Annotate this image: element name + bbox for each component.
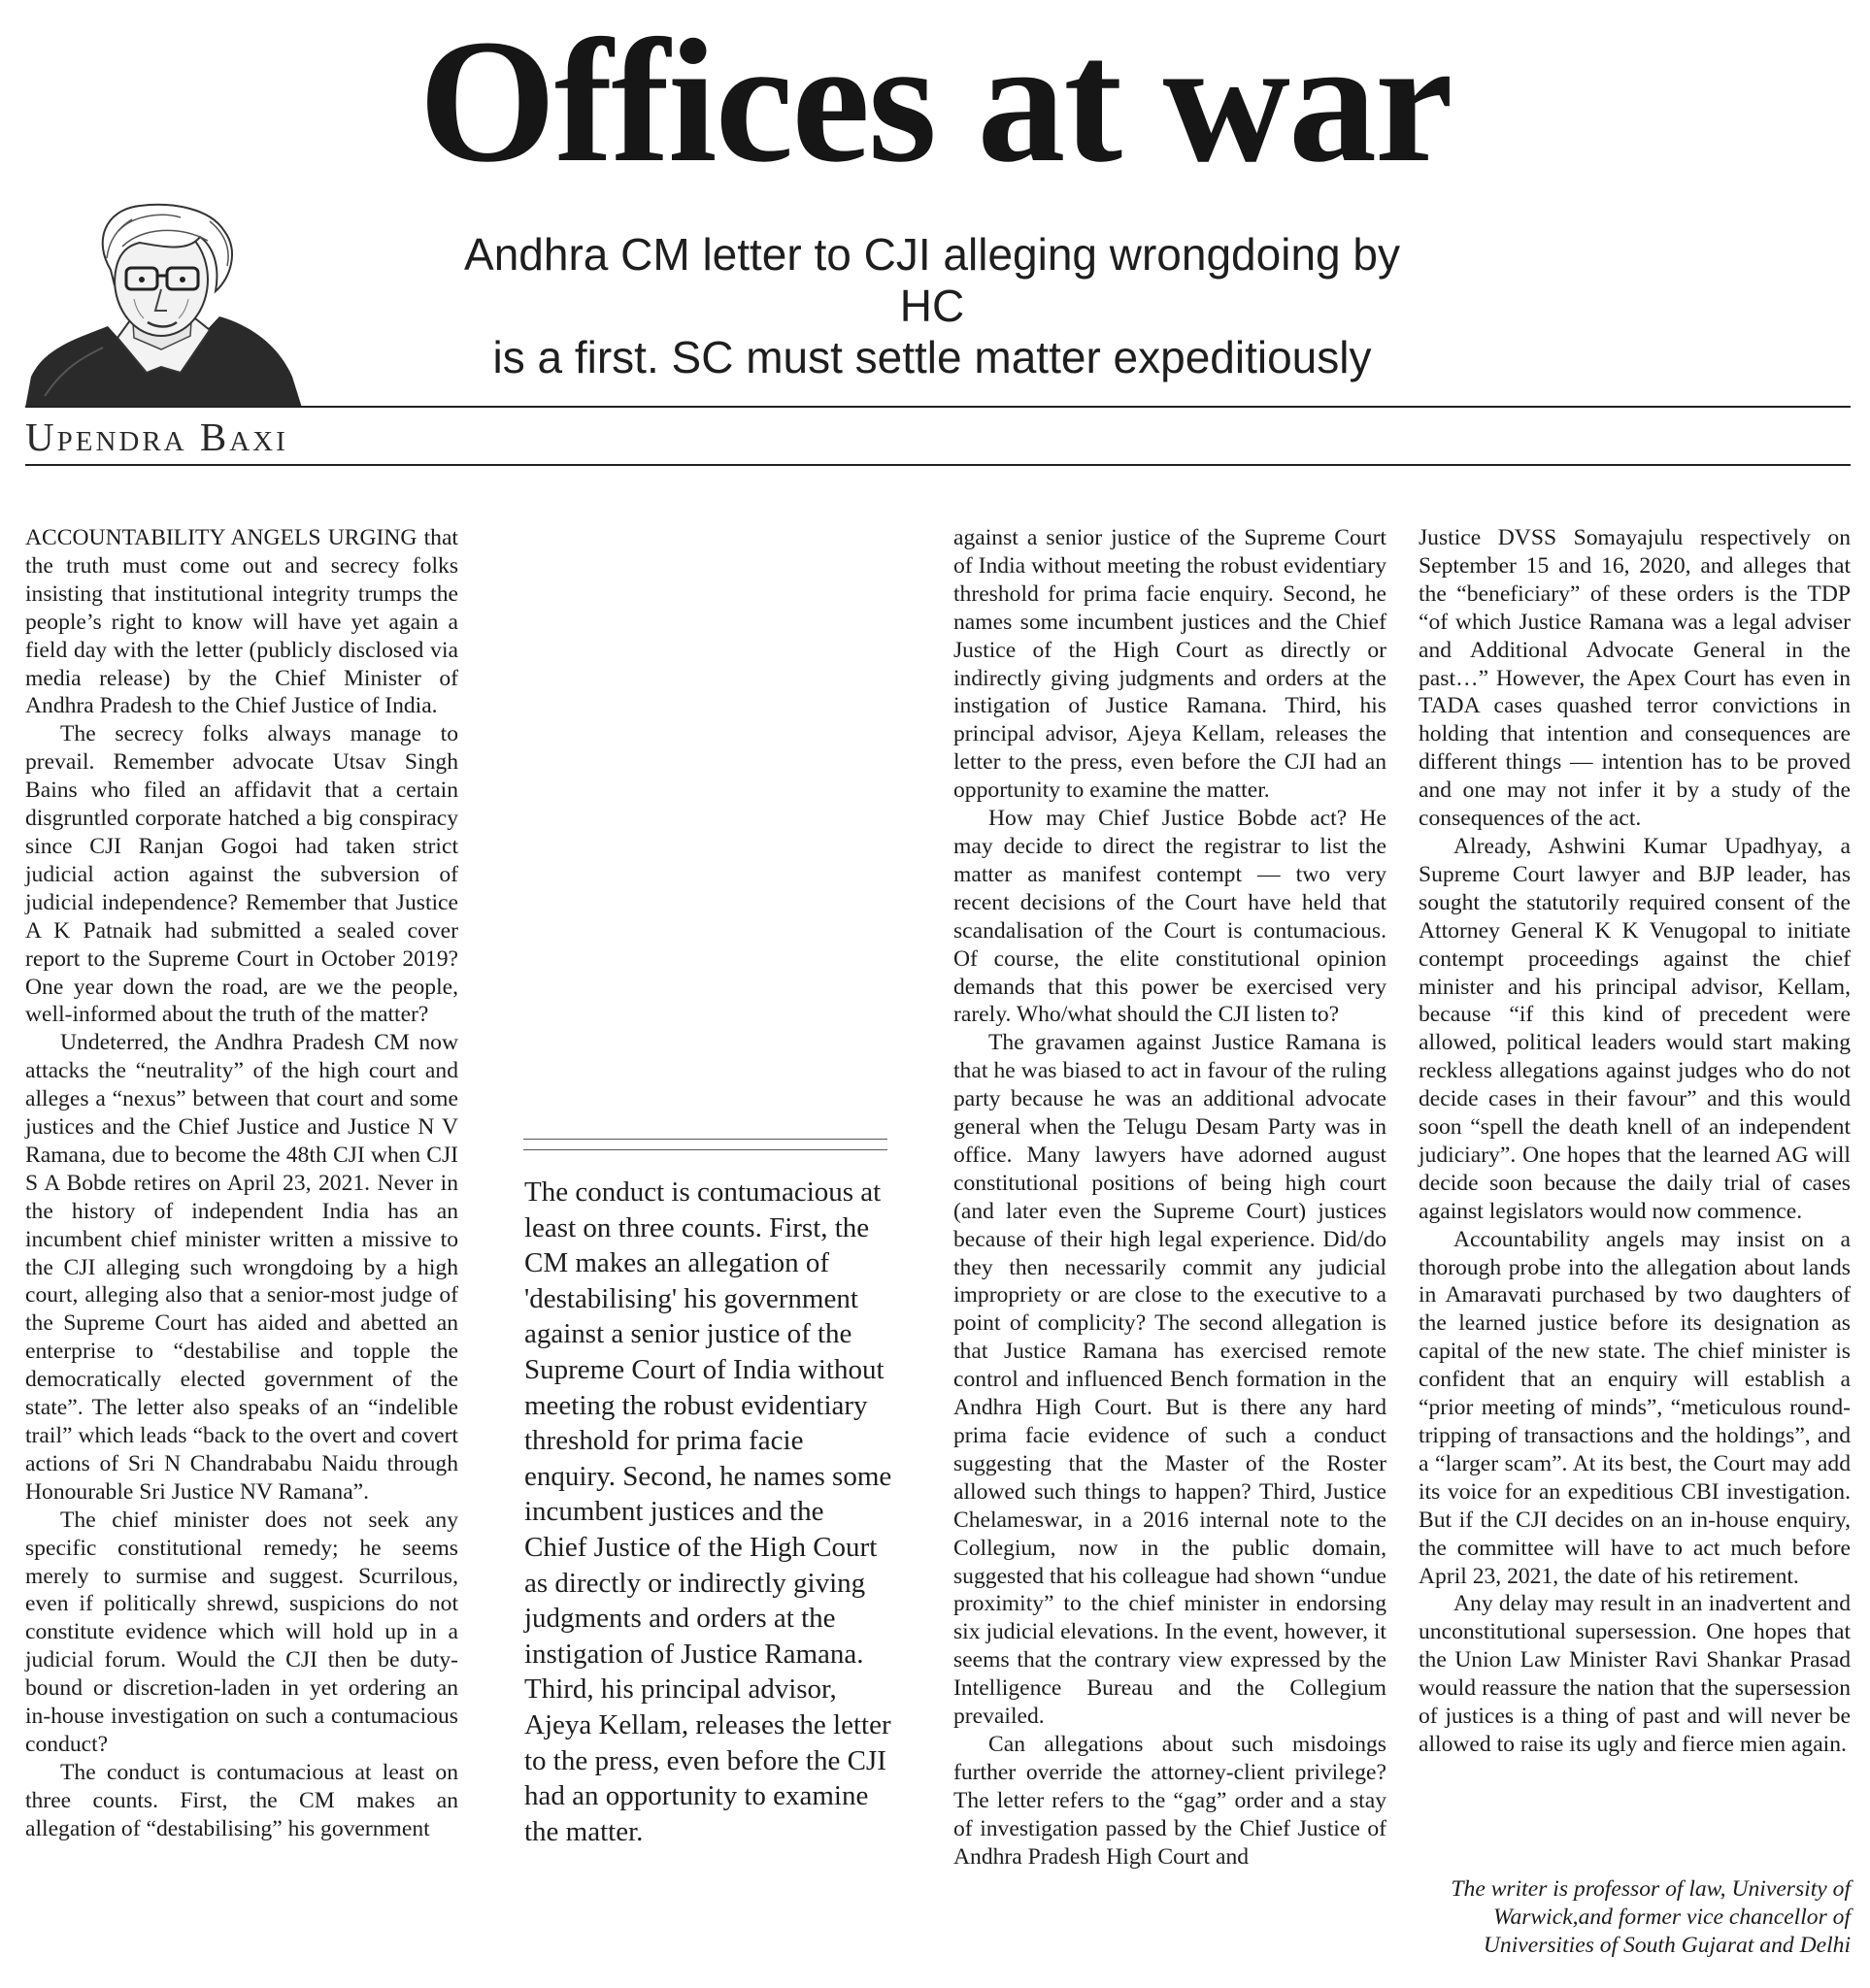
paragraph: against a senior justice of the Supreme Court of India without meeting the robust evidentiary threshold for prima facie enquiry. Second, he names some incumbent justices and the Chief Justice of the High Court as directly or indirectly giving judgments and orders at the instigation of Justice Ramana. Third, his principal advisor, Ajeya Kellam, releases the letter to the press, even before the CJI had an opportunity to examine the matter. — [953, 525, 1386, 804]
paragraph: Justice DVSS Somayajulu respectively on September 15 and 16, 2020, and alleges that the “beneficiary” of these orders is the TDP “of which Justice Ramana was a legal adviser and Additional Advocate General in the past…” However, the Apex Court has even in TADA cases quashed terror convictions in holding that intention and consequences are different things — intention has to be proved and one may not infer it by a study of the consequences of the act. — [1419, 525, 1851, 832]
paragraph: The gravamen against Justice Ramana is that he was biased to act in favour of the ruling party because he was an additional advocate general when the Telugu Desam Party was in office. Many lawyers have adorned august constitutional positions of being high court (and later even the Supreme Court) justices because of their high legal experience. Did/do they then necessarily commit any judicial impropriety or are close to the executive to a point of complicity? The second allegation is that Justice Ramana has exercised remote control and influenced Bench formation in the Andhra High Court. But is there any hard prima facie evidence of such a conduct suggesting that the Master of the Roster allowed such things to happen? Third, Justice Chelameswar, in a 2016 internal note to the Collegium, now in the public domain, suggested that his colleague had shown “undue proximity” to the chief minister in endorsing six judicial elevations. In the event, however, it seems that the contrary view expressed by the Intelligence Bureau and the Collegium prevailed. — [953, 1030, 1386, 1730]
byline-rule — [25, 464, 1851, 466]
byline-author: Upendra Baxi — [25, 414, 288, 459]
paragraph: The secrecy folks always manage to prevail. Remember advocate Utsav Singh Bains who filed an affidavit that a certain disgruntled corporate hatched a big conspiracy since CJI Ranjan Gogoi had taken strict judicial action against the subversion of judicial independence? Remember that Justice A K Patnaik had submitted a sealed cover report to the Supreme Court in October 2019? One year down the road, are we the people, well-informed about the truth of the matter? — [25, 721, 458, 1028]
article-column-1 — [25, 524, 458, 1843]
pullquote-rule — [523, 1139, 887, 1150]
headline: Offices at war — [418, 4, 1452, 199]
credit-line: Universities of South Gujarat and Delhi — [1483, 1933, 1851, 1958]
strapline-line-1: Andhra CM letter to CJI alleging wrongdoing by HC — [464, 229, 1400, 331]
strapline-line-2: is a first. SC must settle matter expeditiously — [492, 332, 1372, 382]
lead-in: ACCOUNTABILITY ANGELS URGING that — [25, 525, 458, 550]
author-credit — [1419, 1875, 1851, 1960]
paragraph: ACCOUNTABILITY ANGELS URGING that the truth must come out and secrecy folks insisting that institutional integrity trumps the people’s right to know will have yet again a field day with the letter (publicly disclosed via media release) by the Chief Minister of Andhra Pradesh to the Chief Justice of India. — [25, 525, 458, 719]
paragraph: How may Chief Justice Bobde act? He may decide to direct the registrar to list the matter as manifest contempt — two very recent decisions of the Court have held that scandalisation of the Court is contumacious. Of course, the elite constitutional opinion demands that this power be exercised very rarely. Who/what should the CJI listen to? — [953, 806, 1386, 1028]
paragraph: Any delay may result in an inadvertent and unconstitutional supersession. One hopes that the Union Law Minister Ravi Shankar Prasad would reassure the nation that the supersession of justices is a thing of past and will never be allowed to raise its ugly and fierce mien again. — [1419, 1591, 1851, 1757]
paragraph: Undeterred, the Andhra Pradesh CM now attacks the “neutrality” of the high court and alleges a “nexus” between that court and some justices and the Chief Justice and Justice N V Ramana, due to become the 48th CJI when CJI S A Bobde retires on April 23, 2021. Never in the history of independent India has an incumbent chief minister written a missive to the CJI alleging such wrongdoing by a high court, alleging also that a senior-most judge of the Supreme Court has aided and abetted an enterprise to “destabilise and topple the democratically elected government of the state”. The letter also speaks of an “indelible trail” which leads “back to the overt and covert actions of Sri N Chandrababu Naidu through Honourable Sri Justice NV Ramana”. — [25, 1030, 458, 1505]
article-column-3 — [953, 524, 1386, 1872]
paragraph: The conduct is contumacious at least on three counts. First, the CM makes an allegation of “destabilising” his government — [25, 1759, 458, 1841]
paragraph: Can allegations about such misdoings further override the attorney-client privilege? The letter refers to the “gag” order and a stay of investigation passed by the Chief Justice of Andhra Pradesh High Court and — [953, 1731, 1386, 1870]
paragraph: The chief minister does not seek any specific constitutional remedy; he seems merely to surmise and suggest. Scurrilous, even if politically shrewd, suspicions do not constitute evidence which will hold up in a judicial forum. Would the CJI then be duty-bound or discretion-laden in yet ordering an in-house investigation on such a contumacious conduct? — [25, 1507, 458, 1757]
paragraph: Accountability angels may insist on a thorough probe into the allegation about lands in Amaravati purchased by two daughters of the learned justice before its designation as capital of the new state. The chief minister is confident that an enquiry will establish a “prior meeting of minds”, “meticulous round-tripping of transactions and the holdings”, and a “larger scam”. At its best, the Court may add its voice for an expeditious CBI investigation. But if the CJI decides on an in-house enquiry, the committee will have to act much before April 23, 2021, the date of his retirement. — [1419, 1226, 1851, 1589]
paragraph: Already, Ashwini Kumar Upadhyay, a Supreme Court lawyer and BJP leader, has sought the statutorily required consent of the Attorney General K K Venugopal to initiate contempt proceedings against the chief minister and his principal advisor, Kellam, because “if this kind of precedent were allowed, political leaders would start making reckless allegations against judges who do not decide cases in their favour” and this would soon “spell the death knell of an independent judiciary”. One hopes that the learned AG will decide soon because the daily trial of cases against legislators would now commence. — [1419, 833, 1851, 1224]
credit-line: Warwick,and former vice chancellor of — [1492, 1905, 1851, 1930]
strapline — [447, 229, 1418, 383]
top-rule — [25, 406, 1851, 408]
pullquote: The conduct is contumacious at least on three counts. First, the CM makes an allegation of 'destabilising' his government against a senior justice of the Supreme Court of India without meeting the robust evidentiary threshold for prima facie enquiry. Second, he names some incumbent justices and the Chief Justice of the High Court as directly or indirectly giving judgments and orders at the instigation of Justice Ramana. Third, his principal advisor, Ajeya Kellam, releases the letter to the press, even before the CJI had an opportunity to examine the matter. — [524, 1176, 892, 1847]
article-column-4 — [1419, 524, 1851, 1759]
credit-line: The writer is professor of law, University of — [1451, 1876, 1851, 1902]
author-portrait-illustration — [25, 202, 309, 408]
